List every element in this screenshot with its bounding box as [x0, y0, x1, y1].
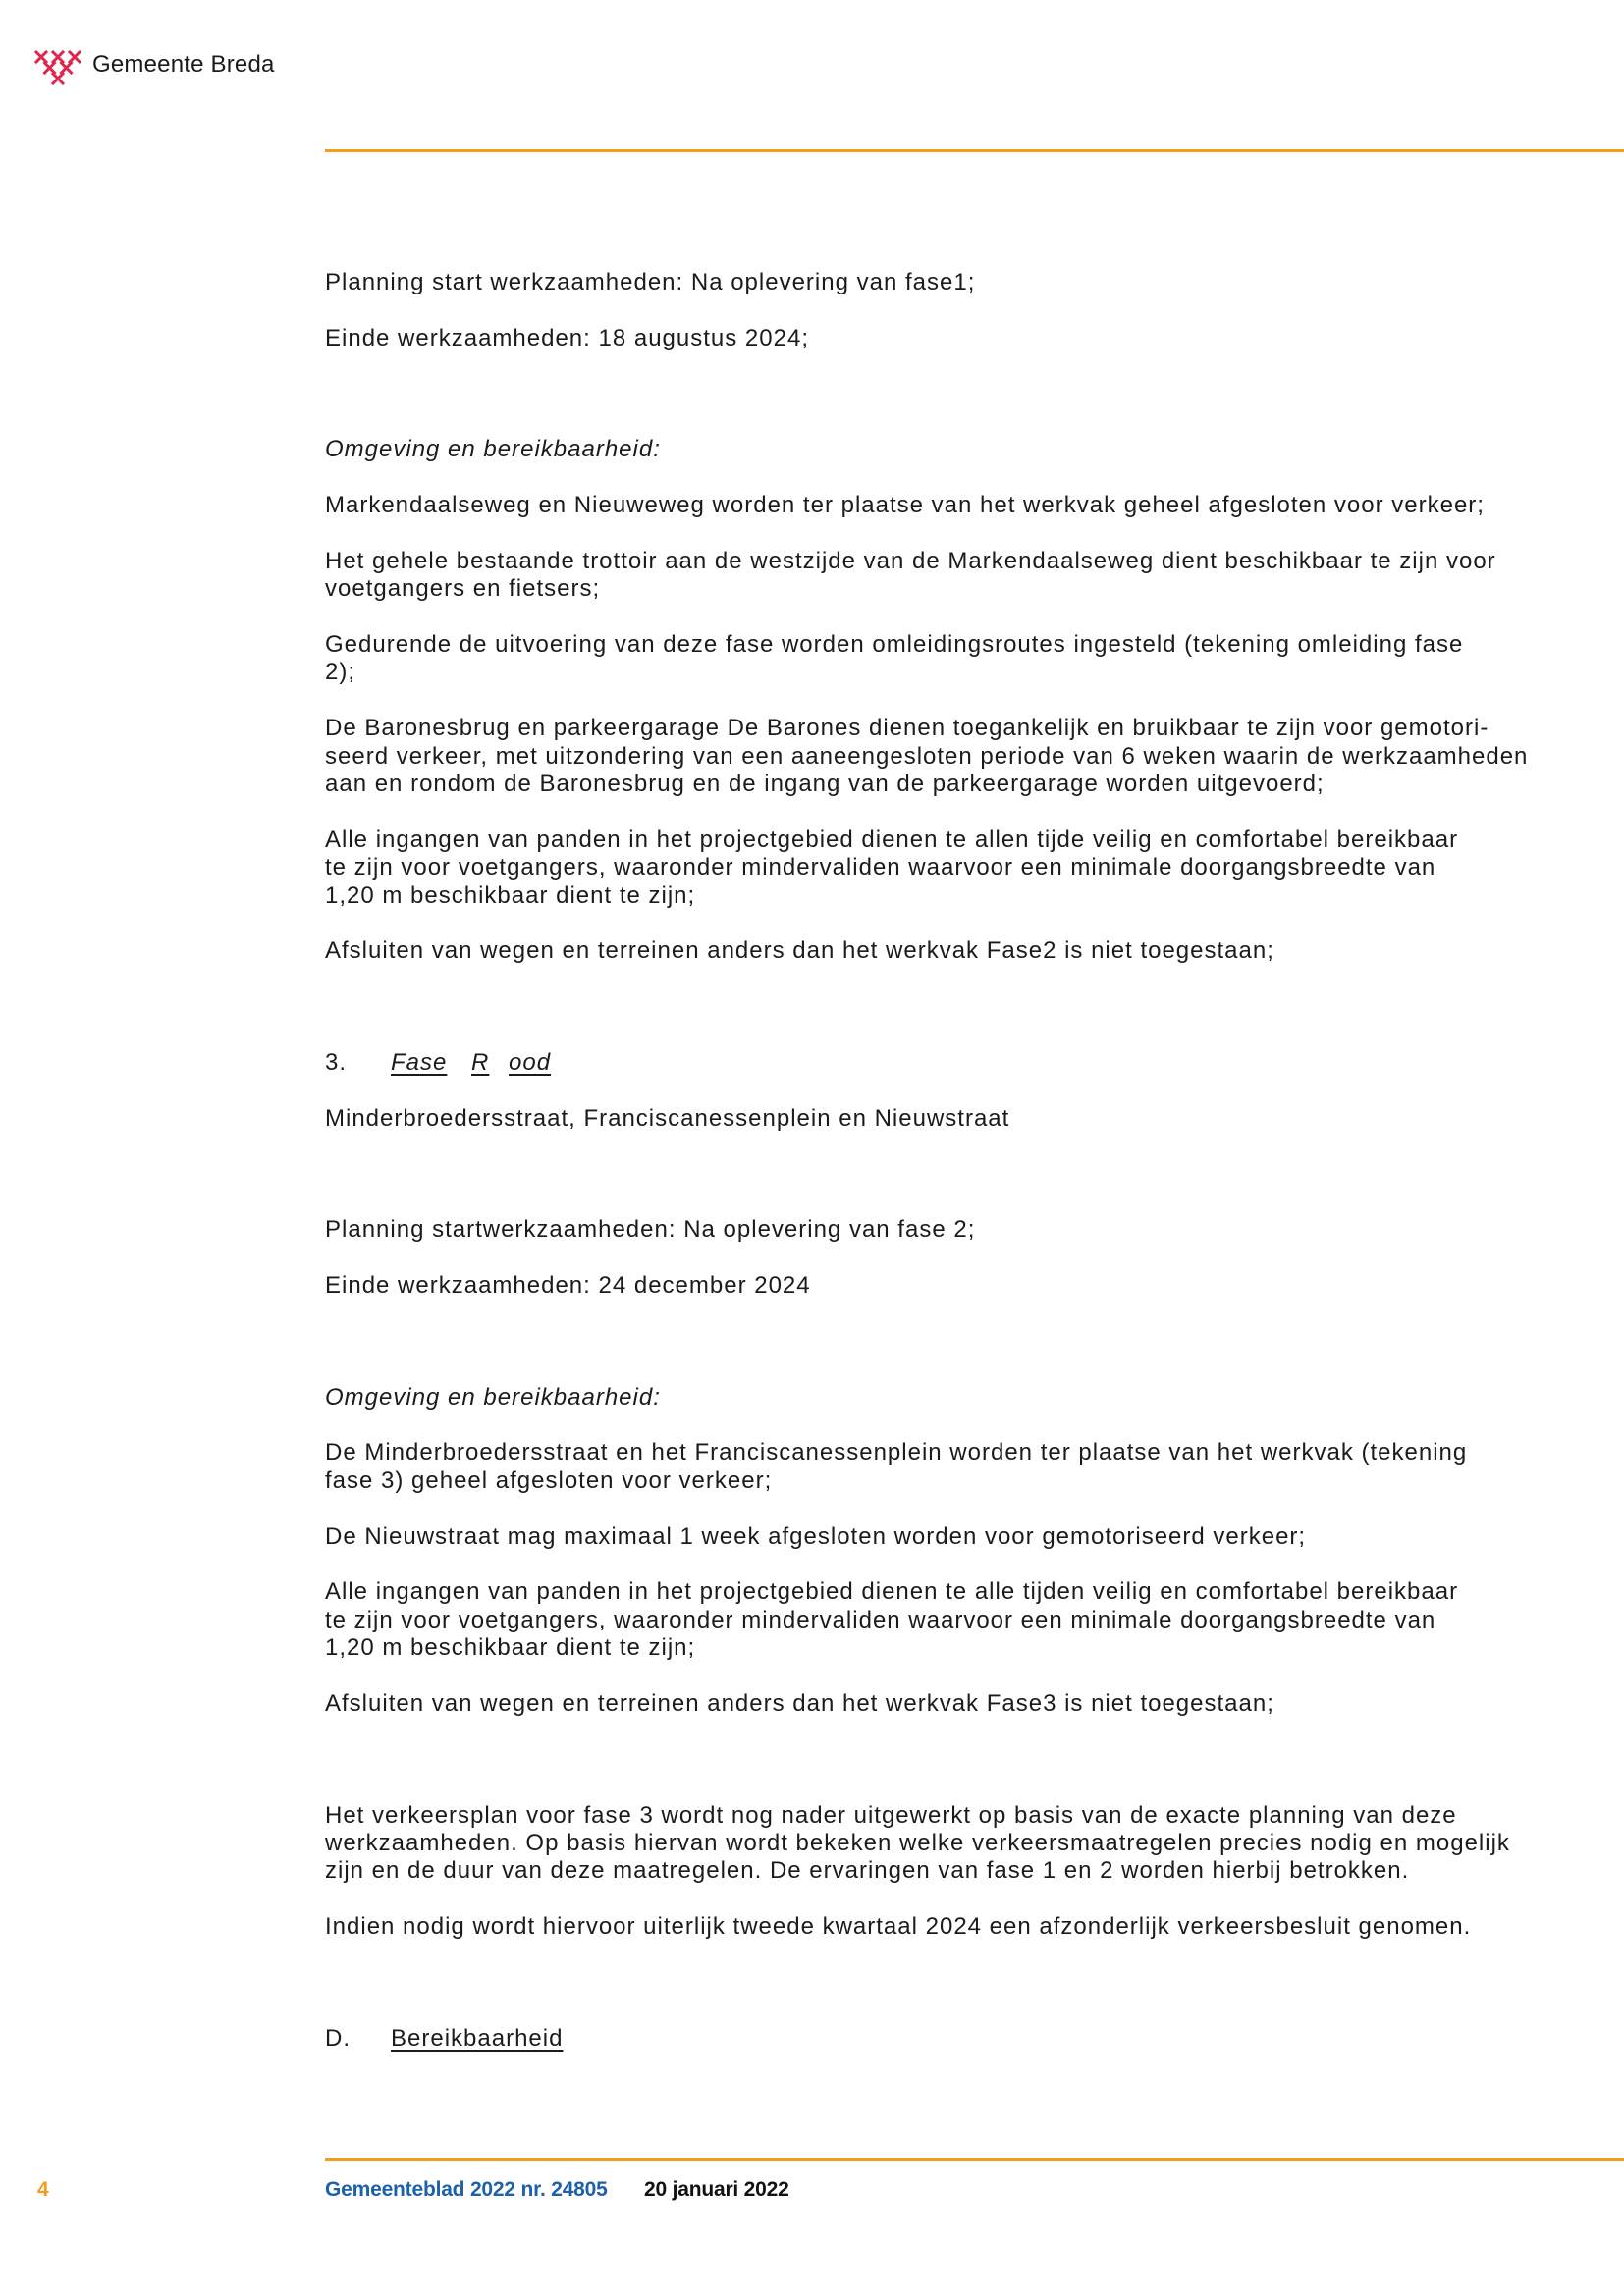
- text-line: Omgeving en bereikbaarheid:: [325, 436, 661, 463]
- phase2-item: [325, 827, 1601, 910]
- phase3-environment-heading: [325, 1384, 1601, 1412]
- logo-text: Gemeente Breda: [92, 51, 275, 78]
- text-line: Planning startwerkzaamheden: Na oplevering van fase 2;: [325, 1216, 976, 1244]
- text-line: De Nieuwstraat mag maximaal 1 week afgesloten worden voor gemotoriseerd verkeer;: [325, 1522, 1307, 1550]
- header-rule: [325, 149, 1624, 152]
- section-d-letter: D.: [325, 2024, 351, 2052]
- phase2-environment-heading: [325, 436, 1601, 463]
- phase3-note: [325, 1913, 1601, 1941]
- document-body: [325, 269, 1601, 2053]
- text-line: Planning start werkzaamheden: Na oplevering van fase1;: [325, 269, 976, 295]
- text-line: te zijn voor voetgangers, waaronder mindervaliden waarvoor een minimale doorgangsbreedte van: [325, 1606, 1436, 1633]
- text-line: aan en rondom de Baronesbrug en de ingang van de parkeergarage worden uitgevoerd;: [325, 771, 1325, 798]
- text-line: Alle ingangen van panden in het projectgebied dienen te allen tijde veilig en comfortabel bereikbaar: [325, 826, 1459, 853]
- text-line: te zijn voor voetgangers, waaronder mindervaliden waarvoor een minimale doorgangsbreedte van: [325, 854, 1436, 881]
- section-d-heading: [325, 2025, 1601, 2053]
- phase2-planning-start: [325, 269, 1601, 296]
- text-line: fase 3) geheel afgesloten voor verkeer;: [325, 1467, 773, 1494]
- text-line: Markendaalseweg en Nieuweweg worden ter plaatse van het werkvak geheel afgesloten voor verkeer;: [325, 492, 1485, 519]
- text-line: Omgeving en bereikbaarheid:: [325, 1383, 661, 1411]
- publication-date: 20 januari 2022: [644, 2178, 789, 2201]
- text-line: Gedurende de uitvoering van deze fase worden omleidingsroutes ingesteld (tekening omleiding fase: [325, 631, 1464, 659]
- text-line: Alle ingangen van panden in het projectgebied dienen te alle tijden veilig en comfortabel bereikbaar: [325, 1578, 1459, 1606]
- phase3-title-part: ood: [509, 1048, 552, 1076]
- text-line: Indien nodig wordt hiervoor uiterlijk tweede kwartaal 2024 een afzonderlijk verkeersbesluit genomen.: [325, 1913, 1472, 1941]
- phase3-item: [325, 1523, 1601, 1551]
- section-d-title: Bereikbaarheid: [391, 2024, 564, 2052]
- phase3-planning-start: [325, 1216, 1601, 1244]
- phase3-location: [325, 1105, 1601, 1133]
- phase2-item: [325, 715, 1601, 798]
- text-line: werkzaamheden. Op basis hiervan wordt bekeken welke verkeersmaatregelen precies nodig en mogelijk: [325, 1829, 1510, 1856]
- phase3-title-part: R: [471, 1048, 490, 1076]
- phase3-note: [325, 1802, 1601, 1886]
- text-line: 1,20 m beschikbaar dient te zijn;: [325, 1634, 696, 1662]
- text-line: Het verkeersplan voor fase 3 wordt nog nader uitgewerkt op basis van de exacte planning van deze: [325, 1801, 1457, 1829]
- text-line: Einde werkzaamheden: 18 augustus 2024;: [325, 324, 809, 351]
- text-line: Minderbroedersstraat, Franciscanessenplein en Nieuwstraat: [325, 1104, 1010, 1132]
- text-line: Afsluiten van wegen en terreinen anders dan het werkvak Fase3 is niet toegestaan;: [325, 1689, 1274, 1717]
- phase2-item: [325, 937, 1601, 965]
- text-line: seerd verkeer, met uitzondering van een aaneengesloten periode van 6 weken waarin de werkzaamheden: [325, 742, 1529, 770]
- phase2-item: [325, 548, 1601, 604]
- text-line: De Baronesbrug en parkeergarage De Barones dienen toegankelijk en bruikbaar te zijn voor gemotori-: [325, 715, 1489, 742]
- gemeente-breda-logo-icon: [32, 49, 83, 85]
- phase2-item: [325, 492, 1601, 519]
- phase3-title-part: Fase: [391, 1048, 448, 1076]
- text-line: voetgangers en fietsers;: [325, 575, 601, 603]
- phase2-item: [325, 631, 1601, 687]
- phase3-item: [325, 1578, 1601, 1662]
- text-line: Einde werkzaamheden: 24 december 2024: [325, 1272, 811, 1300]
- phase3-heading: [325, 1049, 1601, 1077]
- publication-name: Gemeenteblad 2022 nr. 24805: [325, 2178, 608, 2201]
- text-line: zijn en de duur van deze maatregelen. De ervaringen van fase 1 en 2 worden hierbij betrokken.: [325, 1857, 1410, 1885]
- text-line: 2);: [325, 659, 356, 686]
- phase2-end-date: [325, 325, 1601, 352]
- text-line: Het gehele bestaande trottoir aan de westzijde van de Markendaalseweg dient beschikbaar te zijn voor: [325, 547, 1496, 574]
- phase3-number: 3.: [325, 1048, 348, 1076]
- page-number: 4: [37, 2178, 49, 2201]
- phase3-item: [325, 1690, 1601, 1718]
- footer-rule: [325, 2158, 1624, 2161]
- text-line: Afsluiten van wegen en terreinen anders dan het werkvak Fase2 is niet toegestaan;: [325, 937, 1274, 965]
- phase3-end-date: [325, 1272, 1601, 1300]
- text-line: De Minderbroedersstraat en het Franciscanessenplein worden ter plaatse van het werkvak (tekening: [325, 1439, 1468, 1467]
- text-line: 1,20 m beschikbaar dient te zijn;: [325, 881, 696, 909]
- phase3-item: [325, 1439, 1601, 1495]
